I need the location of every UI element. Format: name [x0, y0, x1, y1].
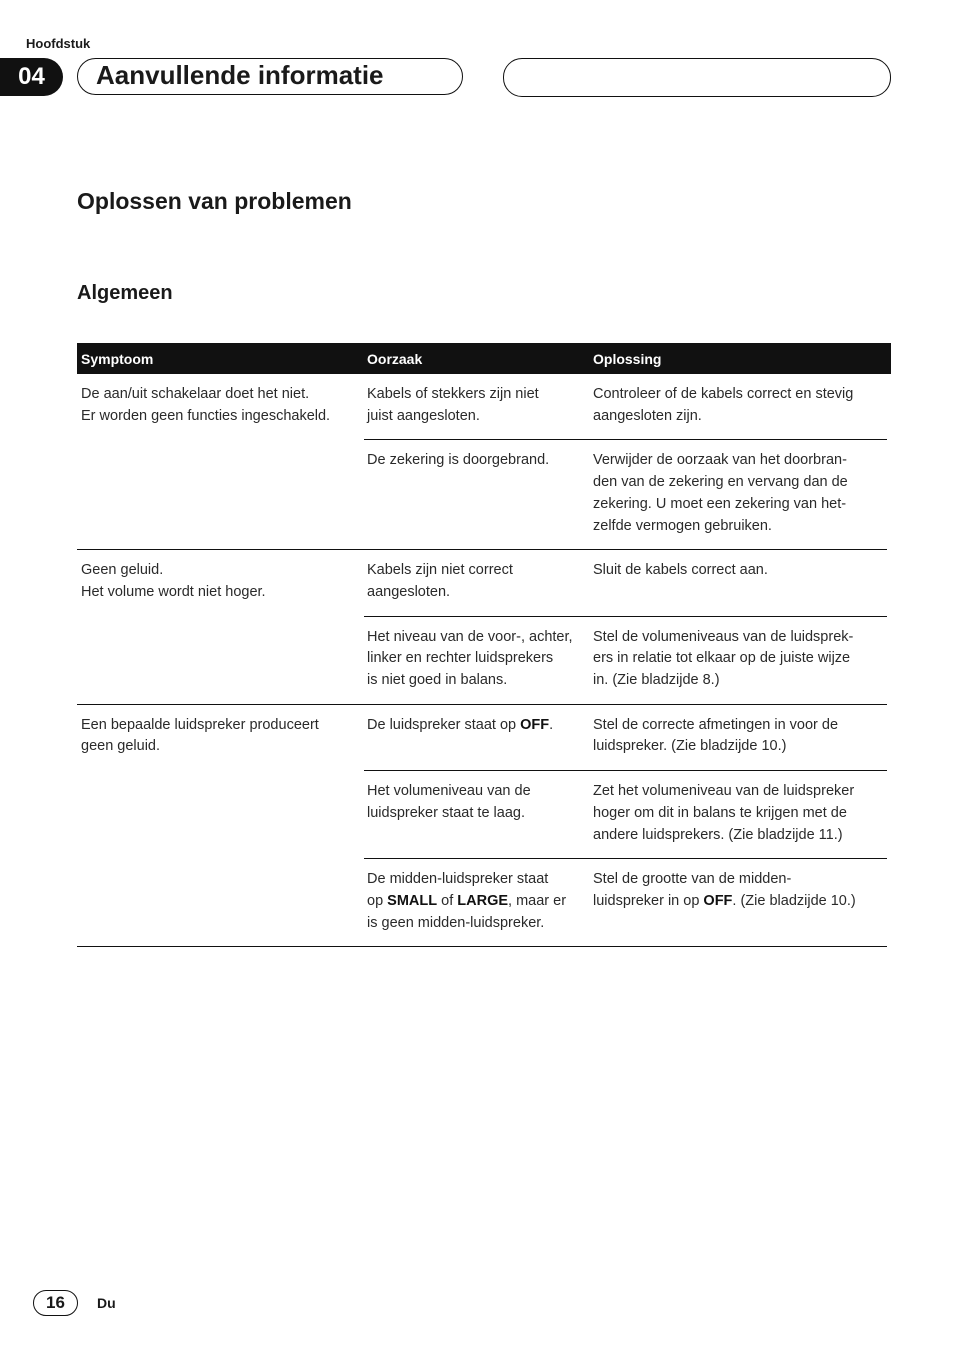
- header-blank-box: [503, 58, 891, 97]
- text-segment: Zet het volumeniveau van de luidspreker: [593, 783, 855, 800]
- text-segment: aangesloten zijn.: [593, 407, 702, 424]
- symptom-line: geen geluid.: [81, 738, 161, 755]
- text-segment: Verwijder de oorzaak van het doorbran-: [593, 452, 847, 469]
- cause-line: [367, 406, 590, 428]
- symptom-line: Geen geluid.: [81, 562, 164, 579]
- text-segment: Stel de correcte afmetingen in voor de: [593, 716, 839, 733]
- cause-cell: [364, 550, 590, 615]
- cause-cell: [364, 705, 590, 770]
- text-segment: zelfde vermogen gebruiken.: [593, 517, 772, 534]
- text-segment: luidspreker in op: [593, 892, 704, 909]
- table-row-group: [77, 374, 887, 550]
- symptom-line: Een bepaalde luidspreker produceert: [81, 716, 319, 733]
- table-row: [364, 550, 887, 615]
- cause-cell: [364, 617, 590, 704]
- text-segment: linker en rechter luidsprekers: [367, 650, 554, 667]
- symptom-line: Het volume wordt niet hoger.: [81, 583, 266, 600]
- table-header: [77, 343, 891, 374]
- cause-cell: [364, 771, 590, 858]
- text-segment: in. (Zie bladzijde 8.): [593, 672, 720, 689]
- cause-cell: [364, 374, 590, 439]
- text-segment: is niet goed in balans.: [367, 672, 508, 689]
- setting-keyword: LARGE: [457, 892, 509, 909]
- solution-line: [593, 825, 887, 847]
- text-segment: Controleer of de kabels correct en stevig: [593, 386, 854, 402]
- chapter-number-badge: 04: [0, 58, 63, 96]
- symptom-line: Er worden geen functies ingeschakeld.: [81, 407, 331, 424]
- chapter-label: Hoofdstuk: [26, 36, 91, 51]
- solution-line: [593, 472, 887, 494]
- text-segment: Het niveau van de voor-, achter,: [367, 628, 573, 645]
- text-segment: is geen midden-luidspreker.: [367, 914, 545, 931]
- solution-line: [593, 736, 887, 758]
- table-row: [364, 616, 887, 704]
- text-segment: Kabels zijn niet correct: [367, 562, 513, 579]
- cause-cell: [364, 859, 590, 946]
- cause-solution-rows: [364, 374, 887, 549]
- language-code: Du: [97, 1295, 116, 1311]
- setting-keyword: OFF: [703, 892, 733, 909]
- solution-line: [593, 516, 887, 538]
- column-header-cause: Oorzaak: [367, 350, 423, 367]
- table-row: [364, 705, 887, 770]
- solution-cell: [590, 771, 887, 858]
- cause-cell: [364, 440, 590, 549]
- table-row-group: [77, 550, 887, 705]
- symptom-cell: [77, 550, 364, 704]
- cause-line: [367, 582, 590, 604]
- solution-line: [593, 781, 887, 803]
- text-segment: luidspreker. (Zie bladzijde 10.): [593, 738, 787, 755]
- text-segment: De zekering is doorgebrand.: [367, 452, 550, 469]
- solution-cell: [590, 705, 887, 770]
- text-segment: Stel de grootte van de midden-: [593, 871, 792, 888]
- solution-cell: [590, 374, 887, 439]
- section-title: Oplossen van problemen: [77, 188, 352, 214]
- text-segment: Stel de volumeniveaus van de luidsprek-: [593, 628, 854, 645]
- text-segment: zekering. U moet een zekering van het-: [593, 495, 847, 512]
- solution-cell: [590, 550, 887, 615]
- troubleshooting-table: [77, 343, 891, 947]
- cause-line: [367, 670, 590, 692]
- solution-line: [593, 869, 887, 891]
- solution-line: [593, 648, 887, 670]
- text-segment: juist aangesloten.: [367, 407, 480, 424]
- solution-cell: [590, 859, 887, 946]
- solution-line: [593, 560, 887, 582]
- column-header-symptom: Symptoom: [81, 350, 154, 367]
- solution-line: [593, 627, 887, 649]
- table-row: [364, 858, 887, 946]
- solution-line: [593, 891, 887, 913]
- cause-solution-rows: [364, 705, 887, 947]
- cause-line: [367, 560, 590, 582]
- solution-line: [593, 406, 887, 428]
- text-segment: ers in relatie tot elkaar op de juiste wijze: [593, 650, 851, 667]
- symptom-cell: [77, 374, 364, 549]
- text-segment: .: [549, 716, 554, 733]
- table-row: [364, 770, 887, 858]
- table-row: [364, 439, 887, 549]
- cause-line: [367, 715, 590, 737]
- solution-line: [593, 384, 887, 406]
- cause-line: [367, 891, 590, 913]
- setting-keyword: SMALL: [387, 892, 438, 909]
- solution-line: [593, 670, 887, 692]
- text-segment: De midden-luidspreker staat: [367, 871, 549, 888]
- cause-line: [367, 648, 590, 670]
- cause-line: [367, 384, 590, 406]
- text-segment: hoger om dit in balans te krijgen met de: [593, 804, 847, 821]
- cause-line: [367, 913, 590, 935]
- page-number: 16: [33, 1290, 78, 1316]
- text-segment: Het volumeniveau van de: [367, 783, 531, 800]
- solution-line: [593, 803, 887, 825]
- solution-line: [593, 494, 887, 516]
- text-segment: . (Zie bladzijde 10.): [732, 892, 856, 909]
- table-body: [77, 374, 891, 947]
- cause-line: [367, 781, 590, 803]
- text-segment: Kabels of stekkers zijn niet: [367, 386, 539, 402]
- text-segment: , maar er: [508, 892, 567, 909]
- cause-line: [367, 803, 590, 825]
- symptom-line: De aan/uit schakelaar doet het niet.: [81, 386, 310, 402]
- solution-line: [593, 450, 887, 472]
- cause-line: [367, 869, 590, 891]
- solution-cell: [590, 617, 887, 704]
- column-header-solution: Oplossing: [593, 350, 662, 367]
- text-segment: De luidspreker staat op: [367, 716, 521, 733]
- cause-solution-rows: [364, 550, 887, 704]
- text-segment: aangesloten.: [367, 583, 451, 600]
- cause-line: [367, 627, 590, 649]
- text-segment: of: [437, 892, 458, 909]
- symptom-cell: [77, 705, 364, 947]
- table-row: [364, 374, 887, 439]
- solution-line: [593, 715, 887, 737]
- table-row-group: [77, 705, 887, 948]
- subsection-title: Algemeen: [77, 282, 173, 304]
- text-segment: den van de zekering en vervang dan de: [593, 474, 848, 491]
- text-segment: andere luidsprekers. (Zie bladzijde 11.): [593, 826, 843, 843]
- chapter-title: Aanvullende informatie: [77, 58, 463, 95]
- setting-keyword: OFF: [520, 716, 550, 733]
- cause-line: [367, 450, 590, 472]
- solution-cell: [590, 440, 887, 549]
- text-segment: luidspreker staat te laag.: [367, 804, 525, 821]
- text-segment: Sluit de kabels correct aan.: [593, 562, 768, 579]
- text-segment: op: [367, 892, 388, 909]
